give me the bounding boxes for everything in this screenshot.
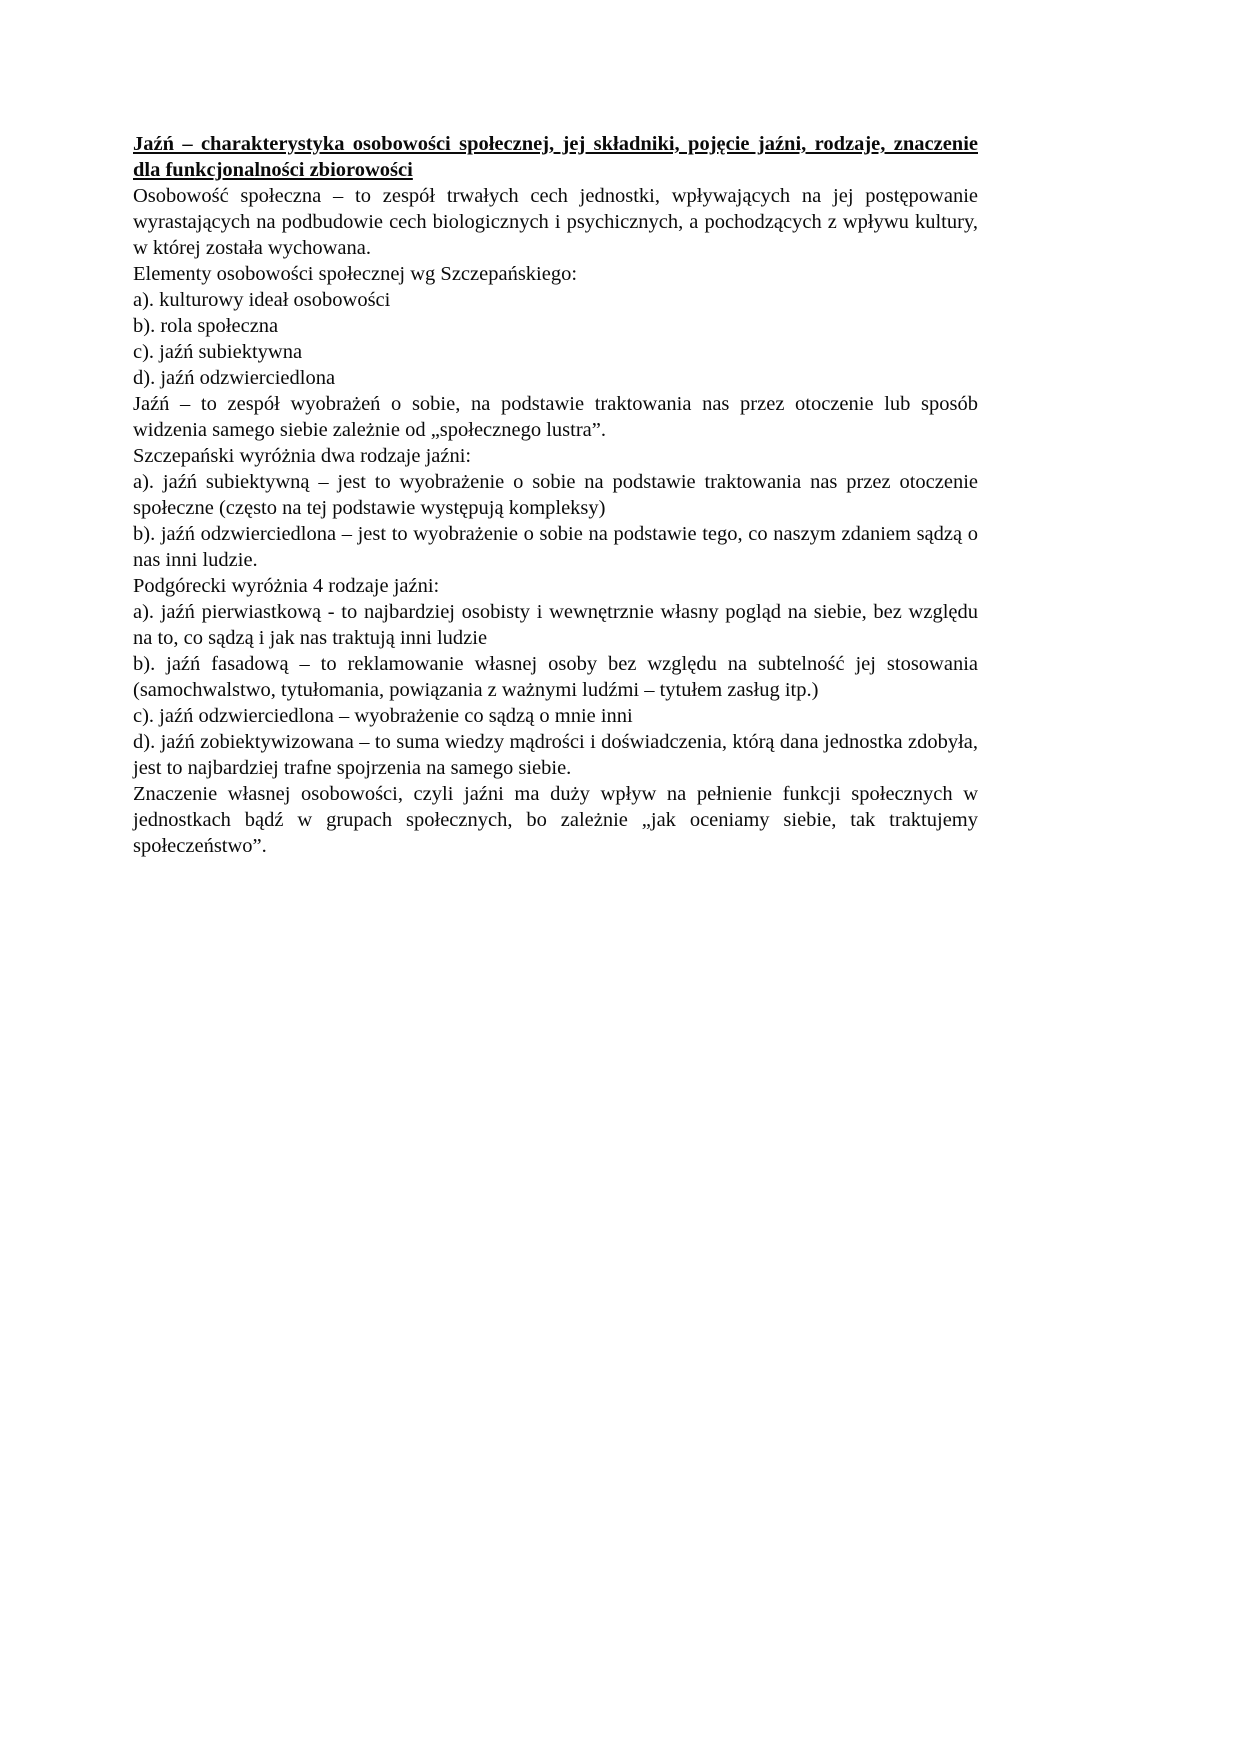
list-item-c-jazn-subiektywna: c). jaźń subiektywna: [133, 341, 303, 363]
list-item-d-jazn-zobiektywizowana: d). jaźń zobiektywizowana – to suma wiedzy mądrości i doświadczenia, którą dana jednostka zdobyła, jest to najbardziej trafne spojrzenia na samego siebie.: [133, 731, 978, 779]
paragraph-definition-jazn: Jaźń – to zespół wyobrażeń o sobie, na podstawie traktowania nas przez otoczenie lub sposób widzenia samego siebie zależnie od „społecznego lustra”.: [133, 393, 978, 441]
paragraph-definition-osobowosc: Osobowość społeczna – to zespół trwałych cech jednostki, wpływających na jej postępowanie wyrastających na podbudowie cech biologicznych i psychicznych, a pochodzących z wpływu kultury, w której została wychowana.: [133, 185, 978, 259]
list-item-c-jazn-odzwierciedlona-2: c). jaźń odzwierciedlona – wyobrażenie co sądzą o mnie inni: [133, 705, 633, 727]
document-heading: Jaźń – charakterystyka osobowości społecznej, jej składniki, pojęcie jaźni, rodzaje, znaczenie dla funkcjonalności zbiorowości: [133, 133, 978, 181]
list-item-d-jazn-odzwierciedlona: d). jaźń odzwierciedlona: [133, 367, 336, 389]
list-item-b-jazn-odzwierciedlona-def: b). jaźń odzwierciedlona – jest to wyobrażenie o sobie na podstawie tego, co naszym zdaniem sądzą o nas inni ludzie.: [133, 523, 978, 571]
paragraph-elementy-intro: Elementy osobowości społecznej wg Szczepańskiego:: [133, 263, 578, 285]
list-item-b-jazn-fasadowa: b). jaźń fasadową – to reklamowanie własnej osoby bez względu na subtelność jej stosowania (samochwalstwo, tytułomania, powiązania z ważnymi ludźmi – tytułem zasług itp.): [133, 653, 978, 701]
paragraph-znaczenie-podsumowanie: Znaczenie własnej osobowości, czyli jaźni ma duży wpływ na pełnienie funkcji społecznych w jednostkach bądź w grupach społecznych, bo zależnie „jak oceniamy siebie, tak traktujemy społeczeństwo”.: [133, 783, 978, 857]
text-block: [133, 131, 978, 859]
list-item-a-jazn-subiektywna-def: a). jaźń subiektywną – jest to wyobrażenie o sobie na podstawie traktowania nas przez otoczenie społeczne (często na tej podstawie występują kompleksy): [133, 471, 978, 519]
list-item-b-rola-spoleczna: b). rola społeczna: [133, 315, 279, 337]
paragraph-szczepanski-intro: Szczepański wyróżnia dwa rodzaje jaźni:: [133, 445, 472, 467]
list-item-a-kulturowy-ideal: a). kulturowy ideał osobowości: [133, 289, 391, 311]
list-item-a-jazn-pierwiastkowa: a). jaźń pierwiastkową - to najbardziej osobisty i wewnętrznie własny pogląd na siebie, bez względu na to, co sądzą i jak nas traktują inni ludzie: [133, 601, 978, 649]
paragraph-podgorecki-intro: Podgórecki wyróżnia 4 rodzaje jaźni:: [133, 575, 440, 597]
